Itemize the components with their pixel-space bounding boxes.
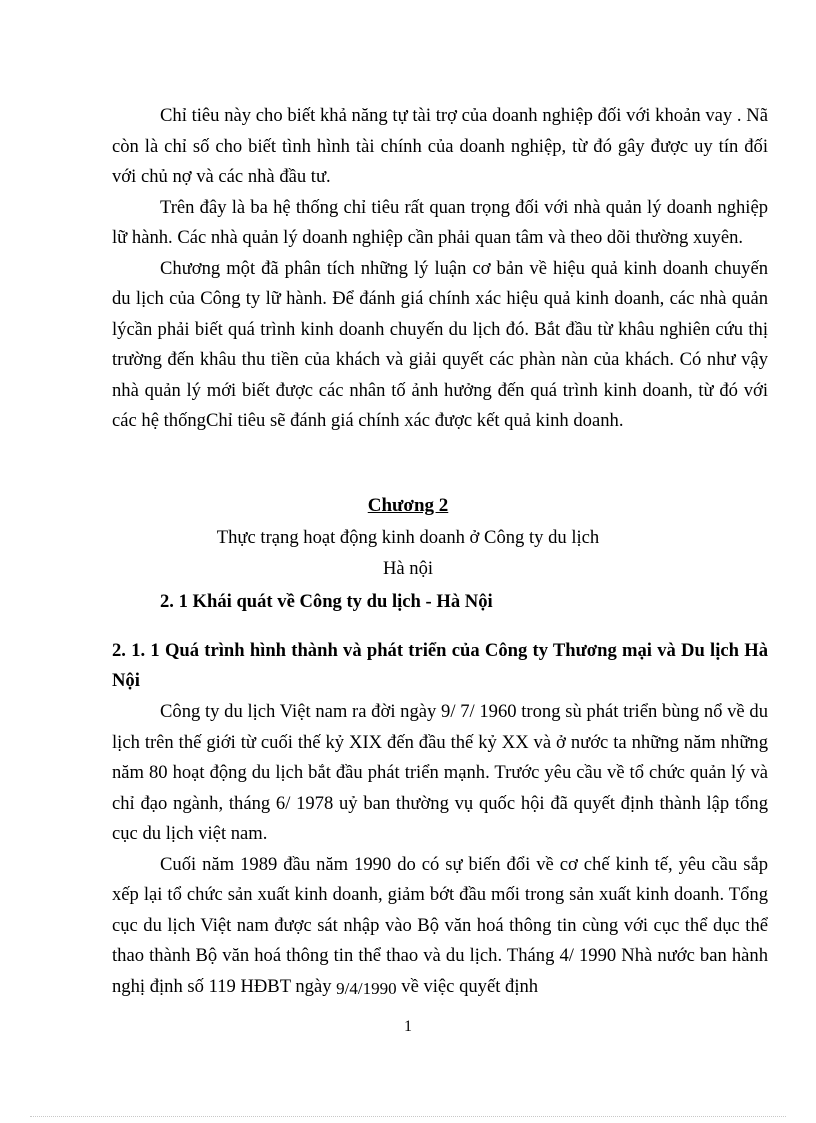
section-heading: 2. 1 Khái quát về Công ty du lịch - Hà Nội [160,591,493,612]
page-number: 1 [404,1018,412,1035]
intro-text-block [112,101,768,437]
paragraph-restructuring [112,850,768,1003]
paragraph-chapter-one-summary: Chương một đã phân tích những lý luận cơ bản về hiệu quả kinh doanh chuyến du lịch của Công ty lữ hành. Để đánh giá chính xác hiệu quả kinh doanh, các nhà quản lýcần phải biết quá trình kinh doanh chuyến du lịch đó. Bắt đầu từ khâu nghiên cứu thị trường đến khâu thu tiền của khách và giải quyết các phàn nàn của khách. Có như vậy nhà quản lý mới biết được các nhân tố ảnh hưởng đến quá trình kinh doanh, từ đó với các hệ thốngChỉ tiêu sẽ đánh giá chính xác được kết quả kinh doanh. [112,257,768,431]
restructuring-text-end: về việc quyết định [396,975,539,997]
chapter-subtitle-line-1: Thực trạng hoạt động kinh doanh ở Công ty du lịch [216,527,600,548]
history-text-block [112,697,768,1002]
chapter-title: Chương 2 [367,495,449,516]
paragraph-self-financing: Chỉ tiêu này cho biết khả năng tự tài trợ của doanh nghiệp đối với khoản vay . Nã còn là chỉ số cho biết tình hình tài chính của doanh nghiệp, từ đó gây được uy tín đối với chủ nợ và các nhà đầu tư. [112,105,768,187]
paragraph-indicator-systems: Trên đây là ba hệ thống chỉ tiêu rất quan trọng đối với nhà quản lý doanh nghiệp lữ hành. Các nhà quản lý doanh nghiệp cần phải quan tâm và theo dõi thường xuyên. [112,196,768,248]
decree-date: 9/4/1990 [336,978,397,998]
chapter-subtitle-line-2: Hà nội [382,558,434,579]
page-bottom-divider [30,1116,786,1117]
restructuring-text: Cuối năm 1989 đầu năm 1990 do có sự biến đổi về cơ chế kinh tế, yêu cầu sắp xếp lại tổ chức sản xuất kinh doanh, giảm bớt đầu mối trong sản xuất kinh doanh. Tổng cục du lịch Việt nam được sát nhập vào Bộ văn hoá thông tin cùng với cục thể dục thể thao thành Bộ văn hoá thông tin thể thao và du lịch. Tháng 4/ 1990 Nhà nước ban hành nghị định số 119 HĐBT ngày [112,853,768,997]
paragraph-company-founding: Công ty du lịch Việt nam ra đời ngày 9/ 7/ 1960 trong sù phát triển bùng nổ về du lịch trên thế giới từ cuối thế kỷ XIX đến đầu thế kỷ XX và ở nước ta những năm những năm 80 hoạt động du lịch bắt đầu phát triển mạnh. Trước yêu cầu về tổ chức quản lý và chỉ đạo ngành, tháng 6/ 1978 uỷ ban thường vụ quốc hội đã quyết định thành lập tổng cục du lịch việt nam. [112,701,768,844]
subsection-heading: 2. 1. 1 Quá trình hình thành và phát triển của Công ty Thương mại và Du lịch Hà Nội [112,640,768,691]
